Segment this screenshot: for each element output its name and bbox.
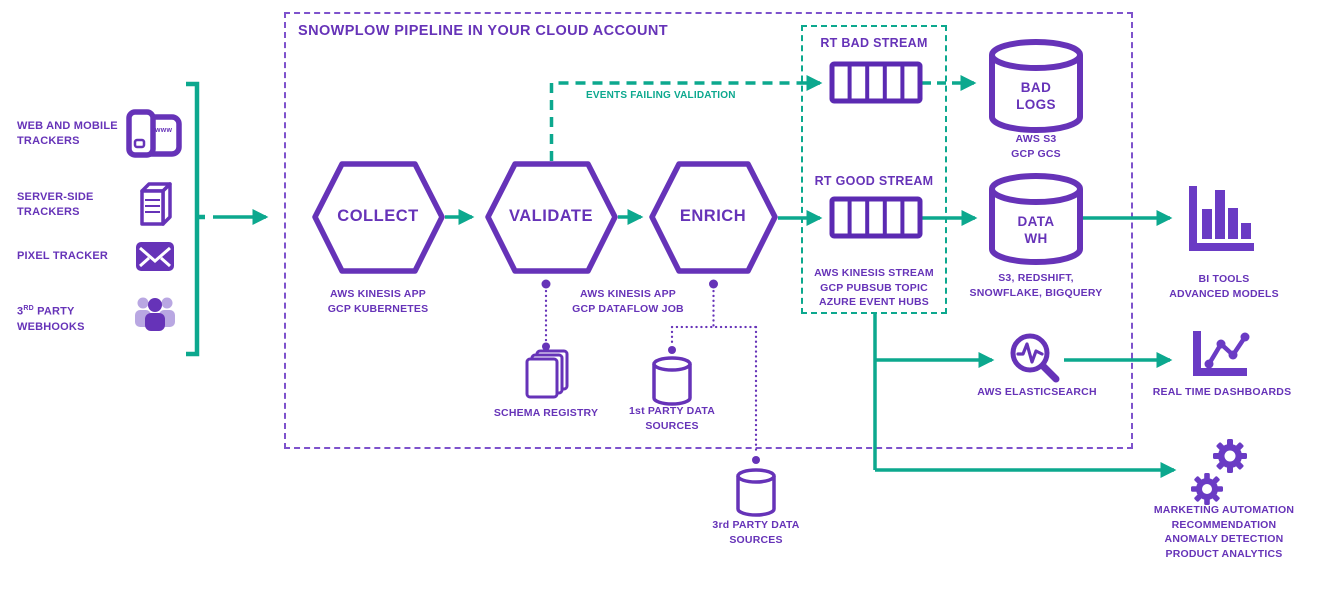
bi-tools-label: BI TOOLS ADVANCED MODELS (1169, 273, 1279, 300)
search-pulse-icon (1013, 336, 1056, 379)
gears-icon (1191, 439, 1247, 505)
apps-label: MARKETING AUTOMATION RECOMMENDATION ANOMALY DETECTION PRODUCT ANALYTICS (1153, 504, 1295, 560)
source-pixel-tracker-label: PIXEL TRACKER (17, 250, 109, 262)
source-server-side-label: SERVER-SIDE TRACKERS (17, 191, 94, 218)
people-icon (135, 298, 175, 332)
bad-logs-tech-label: AWS S3 GCP GCS (1011, 133, 1061, 160)
stream-tech-label: AWS KINESIS STREAM GCP PUBSUB TOPIC AZURE EVENT HUBS (814, 267, 934, 308)
third-party-cylinder-icon (738, 470, 774, 515)
envelope-icon (136, 242, 174, 271)
data-wh-label: DATA WH (1017, 214, 1055, 246)
rt-bad-stream-label: RT BAD STREAM (820, 36, 928, 50)
elasticsearch-label: AWS ELASTICSEARCH (977, 386, 1097, 398)
first-party-label: 1st PARTY DATA SOURCES (628, 405, 716, 432)
line-chart-icon (1197, 331, 1250, 372)
third-party-label: 3rd PARTY DATA SOURCES (712, 519, 800, 546)
dashboards-label: REAL TIME DASHBOARDS (1152, 386, 1292, 398)
documents-stack-icon (527, 351, 567, 397)
rt-good-stream-label: RT GOOD STREAM (814, 174, 934, 188)
schema-registry-label: SCHEMA REGISTRY (493, 407, 599, 419)
bad-stream-queue-icon (832, 64, 920, 101)
enrich-label: ENRICH (679, 207, 747, 225)
first-party-cylinder-icon (654, 358, 690, 404)
bar-chart-icon (1189, 186, 1254, 251)
collect-label: COLLECT (337, 207, 419, 225)
data-wh-tech-label: S3, REDSHIFT, SNOWFLAKE, BIGQUERY (969, 272, 1103, 299)
validate-label: VALIDATE (508, 207, 594, 225)
sources-bracket (186, 84, 205, 354)
collect-tech-label: AWS KINESIS APP GCP KUBERNETES (327, 288, 429, 315)
diagram-title: SNOWPLOW PIPELINE IN YOUR CLOUD ACCOUNT (298, 23, 669, 39)
source-web-mobile-label: WEB AND MOBILE TRACKERS (17, 120, 118, 147)
bad-logs-label: BAD LOGS (1016, 80, 1056, 112)
events-failing-validation-label: EVENTS FAILING VALIDATION (586, 90, 736, 101)
good-stream-queue-icon (832, 199, 920, 236)
www-icon-label: www (155, 127, 173, 134)
source-webhooks-label: 3RD PARTY WEBHOOKS (17, 305, 85, 333)
validate-enrich-tech-label: AWS KINESIS APP GCP DATAFLOW JOB (572, 288, 684, 315)
server-icon (142, 184, 170, 224)
